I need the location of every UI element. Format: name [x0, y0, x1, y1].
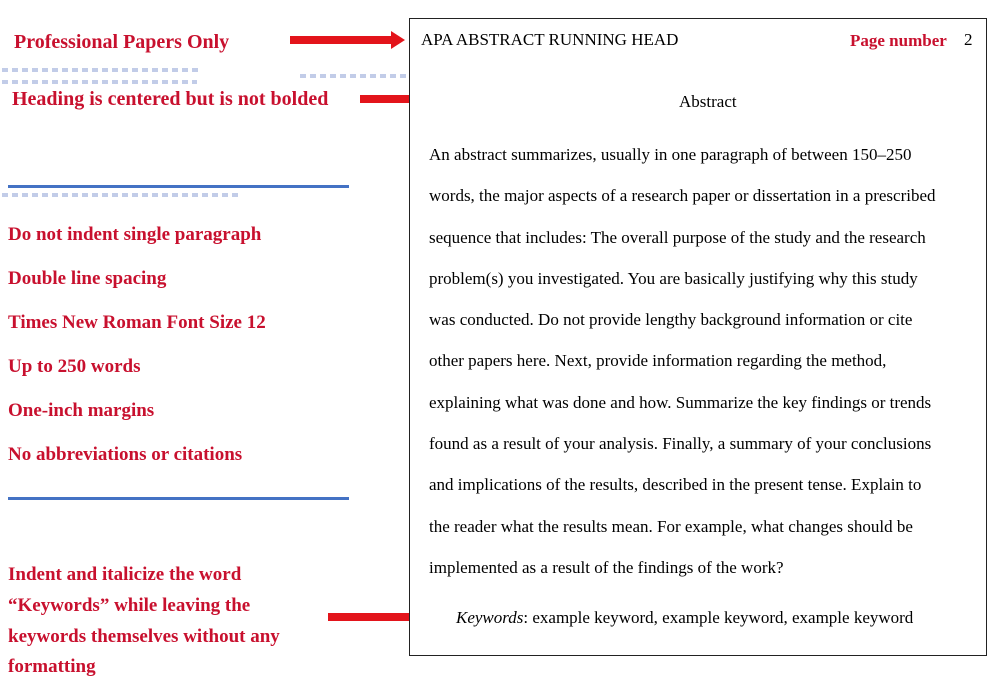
ghost-artifact	[300, 74, 420, 78]
rule-item: Times New Roman Font Size 12	[8, 312, 266, 333]
ghost-artifact	[2, 80, 197, 84]
abstract-page	[409, 18, 987, 656]
keywords-note-line: keywords themselves without any	[8, 626, 280, 647]
keywords-note-line: “Keywords” while leaving the	[8, 595, 251, 616]
paragraph-line: the reader what the results mean. For example, what changes should be	[429, 516, 913, 536]
arrow-right-icon	[290, 31, 405, 49]
ghost-artifact	[2, 193, 242, 197]
rule-item: No abbreviations or citations	[8, 444, 243, 465]
divider-bottom	[8, 497, 349, 500]
keywords-line	[456, 608, 913, 628]
professional-papers-note: Professional Papers Only	[14, 31, 230, 53]
rule-item: Double line spacing	[8, 268, 167, 289]
page-number-label: Page number	[850, 31, 947, 50]
rule-item: One-inch margins	[8, 400, 155, 421]
keywords-text: : example keyword, example keyword, example keyword	[523, 608, 914, 627]
paragraph-line: was conducted. Do not provide lengthy background information or cite	[429, 310, 913, 330]
paragraph-line: sequence that includes: The overall purpose of the study and the research	[429, 227, 926, 247]
paragraph-line: problem(s) you investigated. You are basically justifying why this study	[429, 268, 918, 288]
rule-item: Up to 250 words	[8, 356, 141, 377]
paragraph-line: found as a result of your analysis. Finally, a summary of your conclusions	[429, 434, 932, 454]
paragraph-line: An abstract summarizes, usually in one paragraph of between 150–250	[429, 145, 912, 164]
paragraph-line: and implications of the results, described in the present tense. Explain to	[429, 475, 922, 495]
running-head: APA ABSTRACT RUNNING HEAD	[421, 30, 679, 49]
paragraph-line: words, the major aspects of a research paper or dissertation in a prescribed	[429, 186, 936, 206]
keywords-note-line: formatting	[8, 656, 96, 677]
ghost-artifact	[2, 68, 202, 72]
keywords-note-line: Indent and italicize the word	[8, 564, 242, 585]
keywords-label: Keywords	[456, 608, 524, 627]
divider-top	[8, 185, 349, 188]
paragraph-line: other papers here. Next, provide information regarding the method,	[429, 351, 887, 371]
rule-item: Do not indent single paragraph	[8, 224, 262, 245]
abstract-heading: Abstract	[679, 92, 737, 111]
paragraph-line: explaining what was done and how. Summarize the key findings or trends	[429, 392, 932, 412]
page-number: 2	[964, 30, 973, 49]
paragraph-line: implemented as a result of the findings of the work?	[429, 557, 784, 577]
heading-centered-note: Heading is centered but is not bolded	[12, 88, 329, 110]
abstract-paragraph	[429, 134, 977, 588]
